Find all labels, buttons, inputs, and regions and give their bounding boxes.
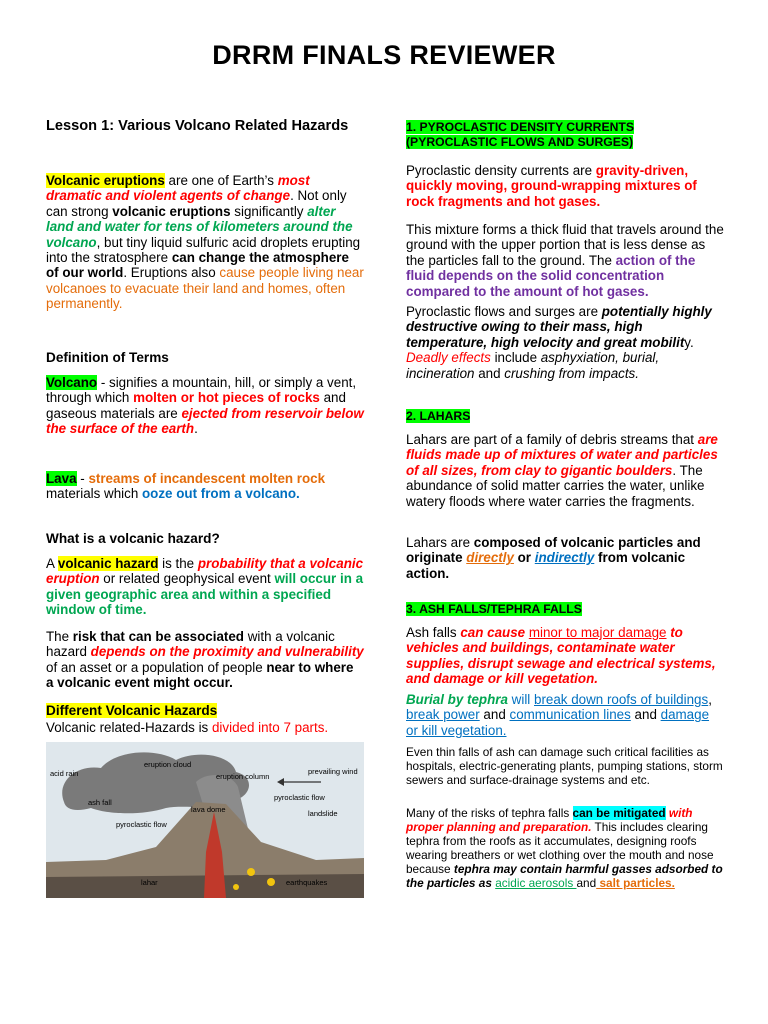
earthquake-marker xyxy=(267,878,275,886)
intro-paragraph: Volcanic eruptions are one of Earth’s most dramatic and violent agents of change. Not only can strong volcanic eruptions significantly alter land and water for tens of kilometers around the volcano, but tiny liquid sulfuric acid droplets erupting into the stratosphere can change the atmosphere of our world. Eruptions also cause people living near volcanoes to evacuate their land and homes, often permanently. xyxy=(46,173,364,312)
label-lahar: lahar xyxy=(141,878,158,887)
lahar-paragraph-1: Lahars are part of a family of debris streams that are fluids made up of mixtures of water and particles of all sizes, from clay to gigantic boulders. The abundance of solid matter carries the water, unlike watery floods where water carries the fragments. xyxy=(406,432,718,509)
volcanic-hazards-diagram xyxy=(46,742,364,898)
different-hazards-heading: Different Volcanic Hazards xyxy=(46,703,218,718)
definition-heading: Definition of Terms xyxy=(46,350,169,365)
ash-paragraph-4: Many of the risks of tephra falls can be mitigated with proper planning and preparation. This includes clearing tephra from the roofs as it accumulates, designing roofs wearing breathers or wet clothing over the mouth and nose because tephra may contain harmful gasses adsorbed to the particles as acidic aerosols and salt particles. xyxy=(406,806,723,890)
label-pyroclastic-flow-right: pyroclastic flow xyxy=(274,793,325,802)
label-landslide: landslide xyxy=(308,809,338,818)
label-ash-fall: ash fall xyxy=(88,798,112,807)
different-hazards-text: Volcanic related-Hazards is divided into 7 parts. xyxy=(46,720,329,735)
page-title: DRRM FINALS REVIEWER xyxy=(212,40,556,70)
ash-paragraph-1: Ash falls can cause minor to major damage to vehicles and buildings, contaminate water supplies, disrupt sewage and electrical systems, and damage or kill vegetation. xyxy=(406,625,716,687)
earthquake-marker xyxy=(247,868,255,876)
label-earthquakes: earthquakes xyxy=(286,878,328,887)
label-acid-rain: acid rain xyxy=(50,769,79,778)
risk-paragraph: The risk that can be associated with a volcanic hazard depends on the proximity and vulnerability of an asset or a population of people near to where a volcanic event might occur. xyxy=(46,629,364,691)
hazard-definition: A volcanic hazard is the probability that a volcanic eruption or related geophysical event will occur in a given geographic area and within a specified window of time. xyxy=(46,556,364,618)
label-lava-dome: lava dome xyxy=(191,805,226,814)
label-prevailing-wind: prevailing wind xyxy=(308,767,358,776)
lesson-heading: Lesson 1: Various Volcano Related Hazards xyxy=(46,118,349,134)
volcano-definition: Volcano - signifies a mountain, hill, or simply a vent, through which molten or hot pieces of rocks and gaseous materials are ejected from reservoir below the surface of the earth. xyxy=(46,375,364,437)
pdc-paragraph-1: Pyroclastic density currents are gravity-driven, quickly moving, ground-wrapping mixtures of rock fragments and hot gases. xyxy=(406,163,697,209)
ash-falls-heading: 3. ASH FALLS/TEPHRA FALLS xyxy=(406,602,582,616)
pdc-paragraph-2: This mixture forms a thick fluid that travels around the ground with the upper portion that is less dense as the particles fall to the ground. The action of the fluid depends on the solid concentration compared to the amount of hot gases. xyxy=(406,222,724,299)
pdc-paragraph-3: Pyroclastic flows and surges are potentially highly destructive owing to their mass, high temperature, high velocity and great mobility. Deadly effects include asphyxiation, burial, incineration and crushing from impacts. xyxy=(406,304,712,381)
lahars-heading: 2. LAHARS xyxy=(406,409,471,423)
ash-paragraph-3: Even thin falls of ash can damage such critical facilities as hospitals, electric-generating plants, pumping stations, storm sewers and surface-drainage systems and etc. xyxy=(406,745,723,787)
label-eruption-column: eruption column xyxy=(216,772,270,781)
ash-paragraph-2: Burial by tephra will break down roofs of buildings, break power and communication lines and damage or kill vegetation. xyxy=(406,692,712,738)
label-eruption-cloud: eruption cloud xyxy=(144,760,192,769)
label-pyroclastic-flow-left: pyroclastic flow xyxy=(116,820,167,829)
earthquake-marker xyxy=(233,884,239,890)
pdc-heading: 1. PYROCLASTIC DENSITY CURRENTS (PYROCLASTIC FLOWS AND SURGES) xyxy=(406,120,634,149)
lahar-paragraph-2: Lahars are composed of volcanic particles and originate directly or indirectly from volcanic action. xyxy=(406,535,701,581)
hazard-heading: What is a volcanic hazard? xyxy=(46,531,220,546)
lava-definition: Lava - streams of incandescent molten rock materials which ooze out from a volcano. xyxy=(46,471,326,502)
